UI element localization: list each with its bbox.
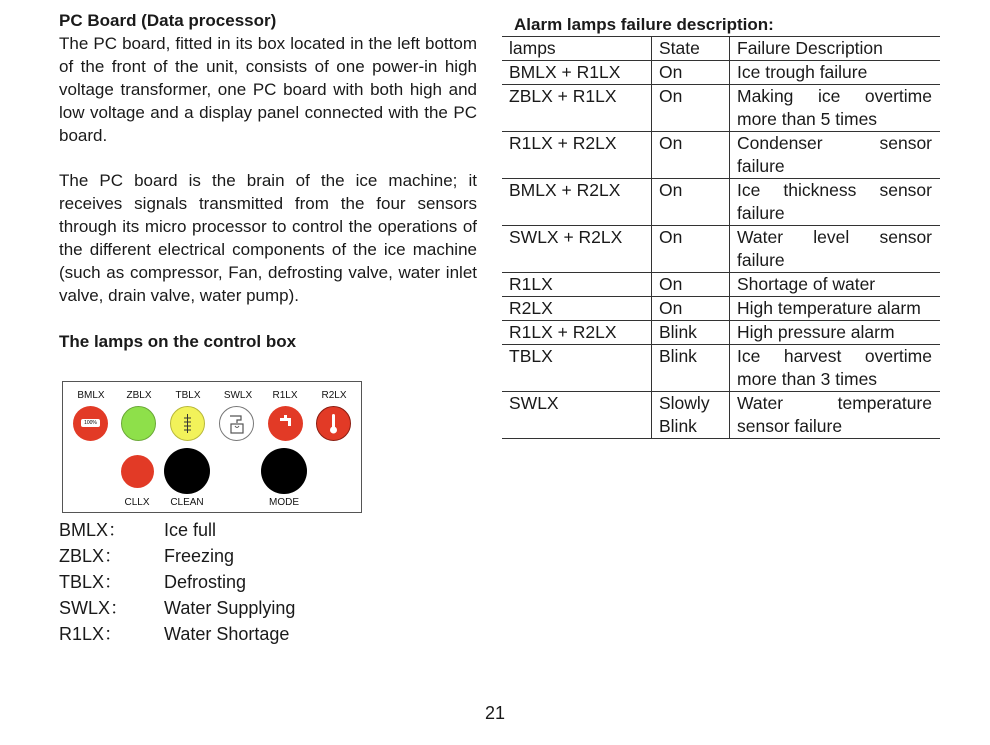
- lamp-label-swlx: SWLX: [223, 390, 253, 401]
- cllx-lamp: [121, 455, 154, 488]
- cell-description: Condenser sensor failure: [730, 132, 941, 179]
- legend-row: [59, 543, 379, 569]
- cell-lamps: BMLX + R1LX: [502, 61, 652, 85]
- cell-state: On: [652, 226, 730, 273]
- lamp-label-r1lx: R1LX: [272, 390, 298, 401]
- right-column: [502, 14, 940, 439]
- mode-button-label: MODE: [269, 497, 299, 508]
- legend-key: ZBLX：: [59, 546, 123, 566]
- cell-lamps: ZBLX + R1LX: [502, 85, 652, 132]
- table-row: [502, 179, 940, 226]
- cell-state: On: [652, 179, 730, 226]
- legend-value: Defrosting: [164, 572, 247, 592]
- cell-state: On: [652, 61, 730, 85]
- pc-board-paragraph-1: The PC board, fitted in its box located in the left bottom of the front of the unit, consists of one power-in high voltage transformer, one PC board with both high and low voltage and a display panel connected with the PC board.: [59, 34, 477, 145]
- lamp-label-bmlx: BMLX: [77, 390, 105, 401]
- control-box-heading: The lamps on the control box: [59, 332, 297, 351]
- cell-description: Ice harvest overtime more than 3 times: [730, 345, 941, 392]
- lamp-label-tblx: TBLX: [175, 390, 201, 401]
- cell-description: Water temperature sensor failure: [730, 392, 941, 439]
- cell-lamps: R2LX: [502, 297, 652, 321]
- r2lx-lamp: [316, 406, 351, 441]
- cell-lamps: R1LX + R2LX: [502, 321, 652, 345]
- pc-board-heading: PC Board (Data processor): [59, 11, 277, 30]
- clean-button[interactable]: [164, 448, 210, 494]
- water-shortage-icon: [268, 406, 303, 441]
- lamp-label-zblx: ZBLX: [126, 390, 152, 401]
- lamp-label-cllx: CLLX: [124, 497, 150, 508]
- cell-description: Water level sensor failure: [730, 226, 941, 273]
- ice-full-badge-icon: 100%: [81, 419, 100, 427]
- control-box-panel: [62, 381, 362, 513]
- r1lx-lamp: [268, 406, 303, 441]
- legend-row: [59, 595, 379, 621]
- cell-lamps: BMLX + R2LX: [502, 179, 652, 226]
- legend-row: [59, 517, 379, 543]
- legend-row: [59, 621, 379, 647]
- cell-lamps: TBLX: [502, 345, 652, 392]
- legend-value: Water Supplying: [164, 598, 296, 618]
- water-supply-icon: [220, 407, 253, 440]
- table-row: [502, 392, 940, 439]
- pc-board-paragraph-2: The PC board is the brain of the ice machine; it receives signals transmitted from the four sensors through its micro processor to control the operations of the different electrical components of the ice machine (such as compressor, Fan, defrosting valve, water inlet valve, drain valve, water pump).: [59, 171, 477, 305]
- cell-state: On: [652, 297, 730, 321]
- cell-lamps: R1LX: [502, 273, 652, 297]
- legend-value: Ice full: [164, 520, 217, 540]
- lamp-legend: [59, 517, 379, 647]
- header-lamps: lamps: [502, 37, 652, 61]
- cell-state: Blink: [652, 321, 730, 345]
- table-row: [502, 85, 940, 132]
- table-header-row: [502, 37, 940, 61]
- table-row: [502, 61, 940, 85]
- alarm-heading: Alarm lamps failure description:: [514, 15, 774, 34]
- alarm-table: [502, 36, 940, 439]
- cell-description: High temperature alarm: [730, 297, 941, 321]
- page-number: 21: [484, 703, 506, 723]
- cell-state: On: [652, 273, 730, 297]
- swlx-lamp: [219, 406, 254, 441]
- lamp-label-r2lx: R2LX: [321, 390, 347, 401]
- table-row: [502, 132, 940, 179]
- table-row: [502, 345, 940, 392]
- table-row: [502, 273, 940, 297]
- header-failure-description: Failure Description: [730, 37, 941, 61]
- cell-state: On: [652, 132, 730, 179]
- legend-value: Freezing: [164, 546, 235, 566]
- header-state: State: [652, 37, 730, 61]
- zblx-lamp: [121, 406, 156, 441]
- thermometer-icon: [317, 407, 350, 440]
- cell-description: Shortage of water: [730, 273, 941, 297]
- cell-state: Slowly Blink: [652, 392, 730, 439]
- cell-lamps: R1LX + R2LX: [502, 132, 652, 179]
- table-row: [502, 297, 940, 321]
- cell-description: Ice trough failure: [730, 61, 941, 85]
- legend-value: Water Shortage: [164, 624, 290, 644]
- tblx-lamp: [170, 406, 205, 441]
- defrost-icon: [171, 407, 204, 440]
- mode-button[interactable]: [261, 448, 307, 494]
- clean-button-label: CLEAN: [170, 497, 204, 508]
- bmlx-lamp: [73, 406, 108, 441]
- table-row: [502, 226, 940, 273]
- legend-row: [59, 569, 379, 595]
- cell-lamps: SWLX + R2LX: [502, 226, 652, 273]
- cell-description: High pressure alarm: [730, 321, 941, 345]
- cell-description: Ice thickness sensor failure: [730, 179, 941, 226]
- cell-state: Blink: [652, 345, 730, 392]
- left-column: [59, 10, 477, 353]
- cell-lamps: SWLX: [502, 392, 652, 439]
- cell-description: Making ice overtime more than 5 times: [730, 85, 941, 132]
- legend-key: R1LX：: [59, 624, 123, 644]
- legend-key: BMLX：: [59, 520, 127, 540]
- table-row: [502, 321, 940, 345]
- cell-state: On: [652, 85, 730, 132]
- legend-key: TBLX：: [59, 572, 123, 592]
- legend-key: SWLX：: [59, 598, 129, 618]
